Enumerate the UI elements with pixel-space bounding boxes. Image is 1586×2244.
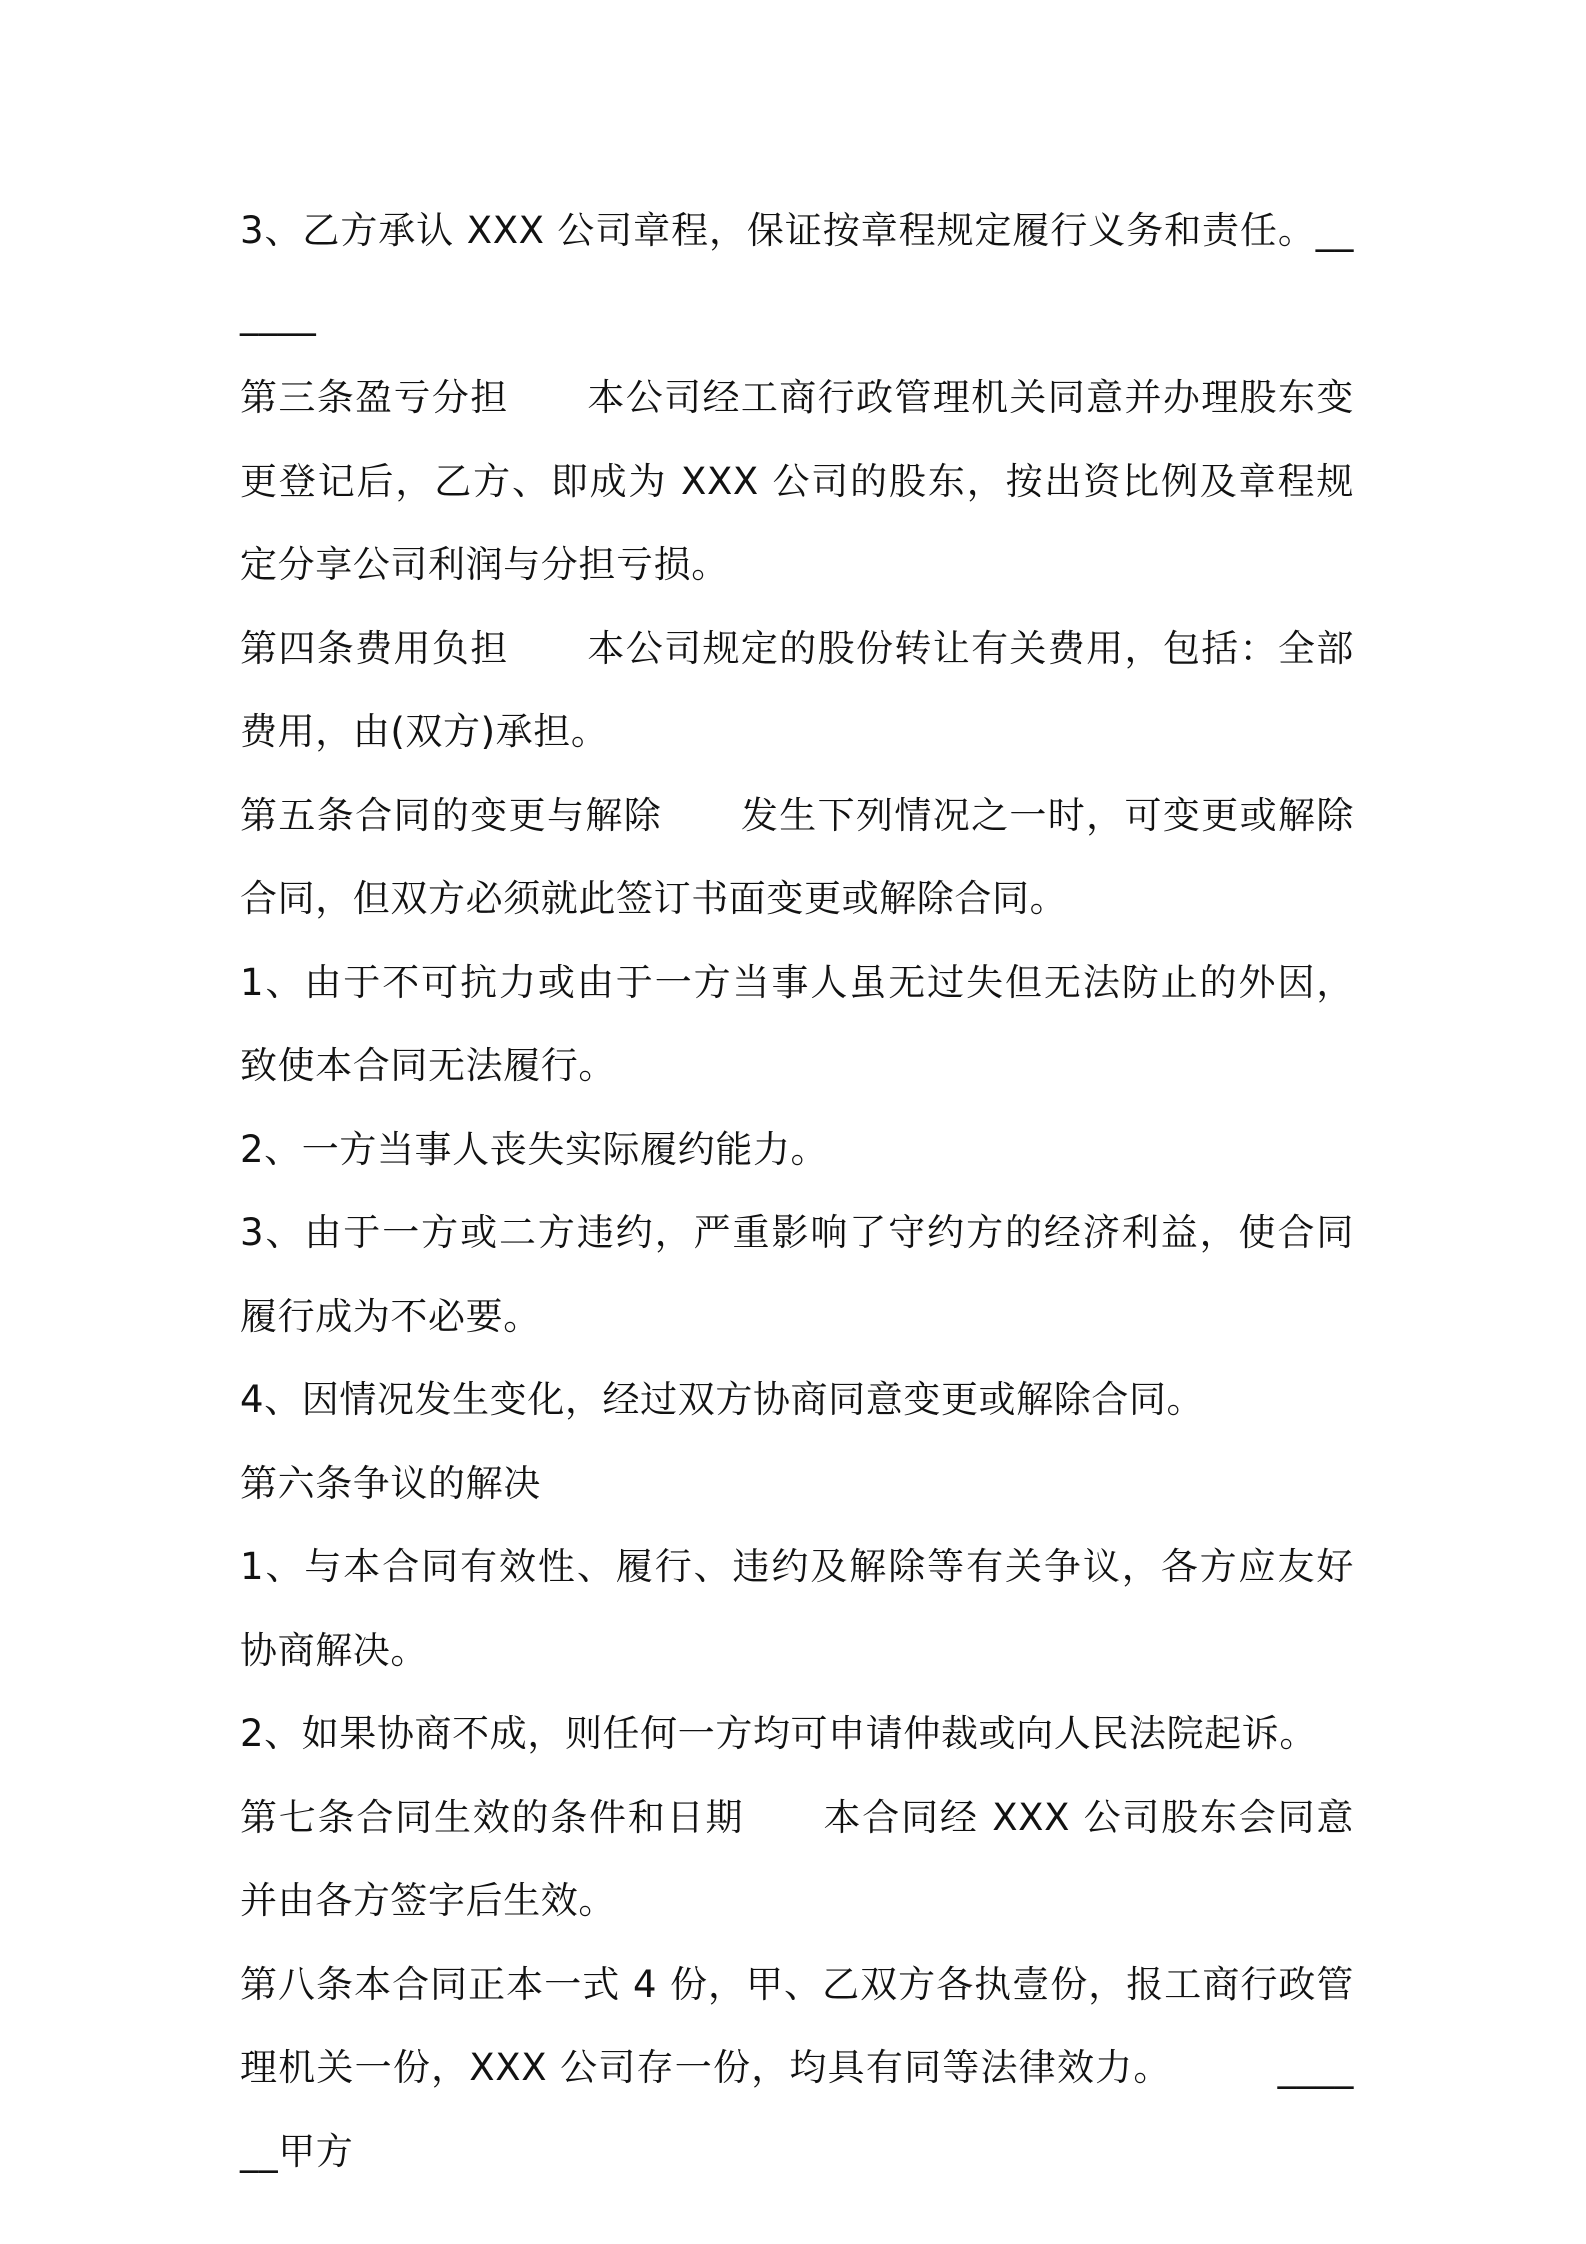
- clause-text: 2、如果协商不成，则任何一方均可申请仲裁或向人民法院起诉。: [240, 1712, 1317, 1755]
- article-5-change-termination: [240, 774, 1354, 941]
- clause-text: 4、因情况发生变化，经过双方协商同意变更或解除合同。: [240, 1378, 1205, 1421]
- article-text: 第八条本合同正本一式 4 份，甲、乙双方各执壹份，报工商行政管理机关一份，XXX 公司存一份，均具有同等法律效力。: [240, 1962, 1354, 2089]
- clause-paragraph: [240, 941, 1354, 1108]
- article-text: 本公司规定的股份转让有关费用，包括：全部费用，由(双方)承担。: [240, 626, 1354, 753]
- article-heading: 第七条合同生效的条件和日期: [240, 1795, 745, 1839]
- article-6-dispute-heading: [240, 1442, 1354, 1526]
- contract-body: [240, 189, 1354, 2193]
- article-text: 本公司经工商行政管理机关同意并办理股东变更登记后，乙方、即成为 XXX 公司的股东，按出资比例及章程规定分享公司利润与分担亏损。: [240, 376, 1354, 586]
- clause-paragraph: [240, 1108, 1354, 1192]
- article-4-expenses: [240, 607, 1354, 774]
- article-heading: 第四条费用负担: [240, 626, 509, 670]
- clause-paragraph: [240, 1191, 1354, 1358]
- article-heading: 第六条争议的解决: [240, 1461, 541, 1505]
- clause-text: 1、与本合同有效性、履行、违约及解除等有关争议，各方应友好协商解决。: [240, 1545, 1354, 1672]
- signature-line-party-a: ______甲方: [240, 2046, 1354, 2173]
- clause-paragraph: [240, 189, 1354, 356]
- clause-paragraph: [240, 1692, 1354, 1776]
- article-text: 本合同经 XXX 公司股东会同意并由各方签字后生效。: [240, 1795, 1354, 1922]
- clause-text: 3、乙方承认 XXX 公司章程，保证按章程规定履行义务和责任。______: [240, 209, 1354, 336]
- clause-text: 2、一方当事人丧失实际履约能力。: [240, 1127, 829, 1171]
- article-text: 发生下列情况之一时，可变更或解除合同，但双方必须就此签订书面变更或解除合同。: [240, 793, 1354, 920]
- clause-text: 1、由于不可抗力或由于一方当事人虽无过失但无法防止的外因，致使本合同无法履行。: [240, 960, 1354, 1087]
- clause-text: 3、由于一方或二方违约，严重影响了守约方的经济利益，使合同履行成为不必要。: [240, 1211, 1354, 1338]
- article-heading: 第三条盈亏分担: [240, 376, 509, 419]
- clause-paragraph: [240, 1525, 1354, 1692]
- article-8-copies: [240, 1943, 1354, 2194]
- article-heading: 第五条合同的变更与解除: [240, 793, 663, 837]
- article-7-effectiveness: [240, 1776, 1354, 1943]
- clause-paragraph: [240, 1358, 1354, 1442]
- article-3-profit-loss: [240, 356, 1354, 607]
